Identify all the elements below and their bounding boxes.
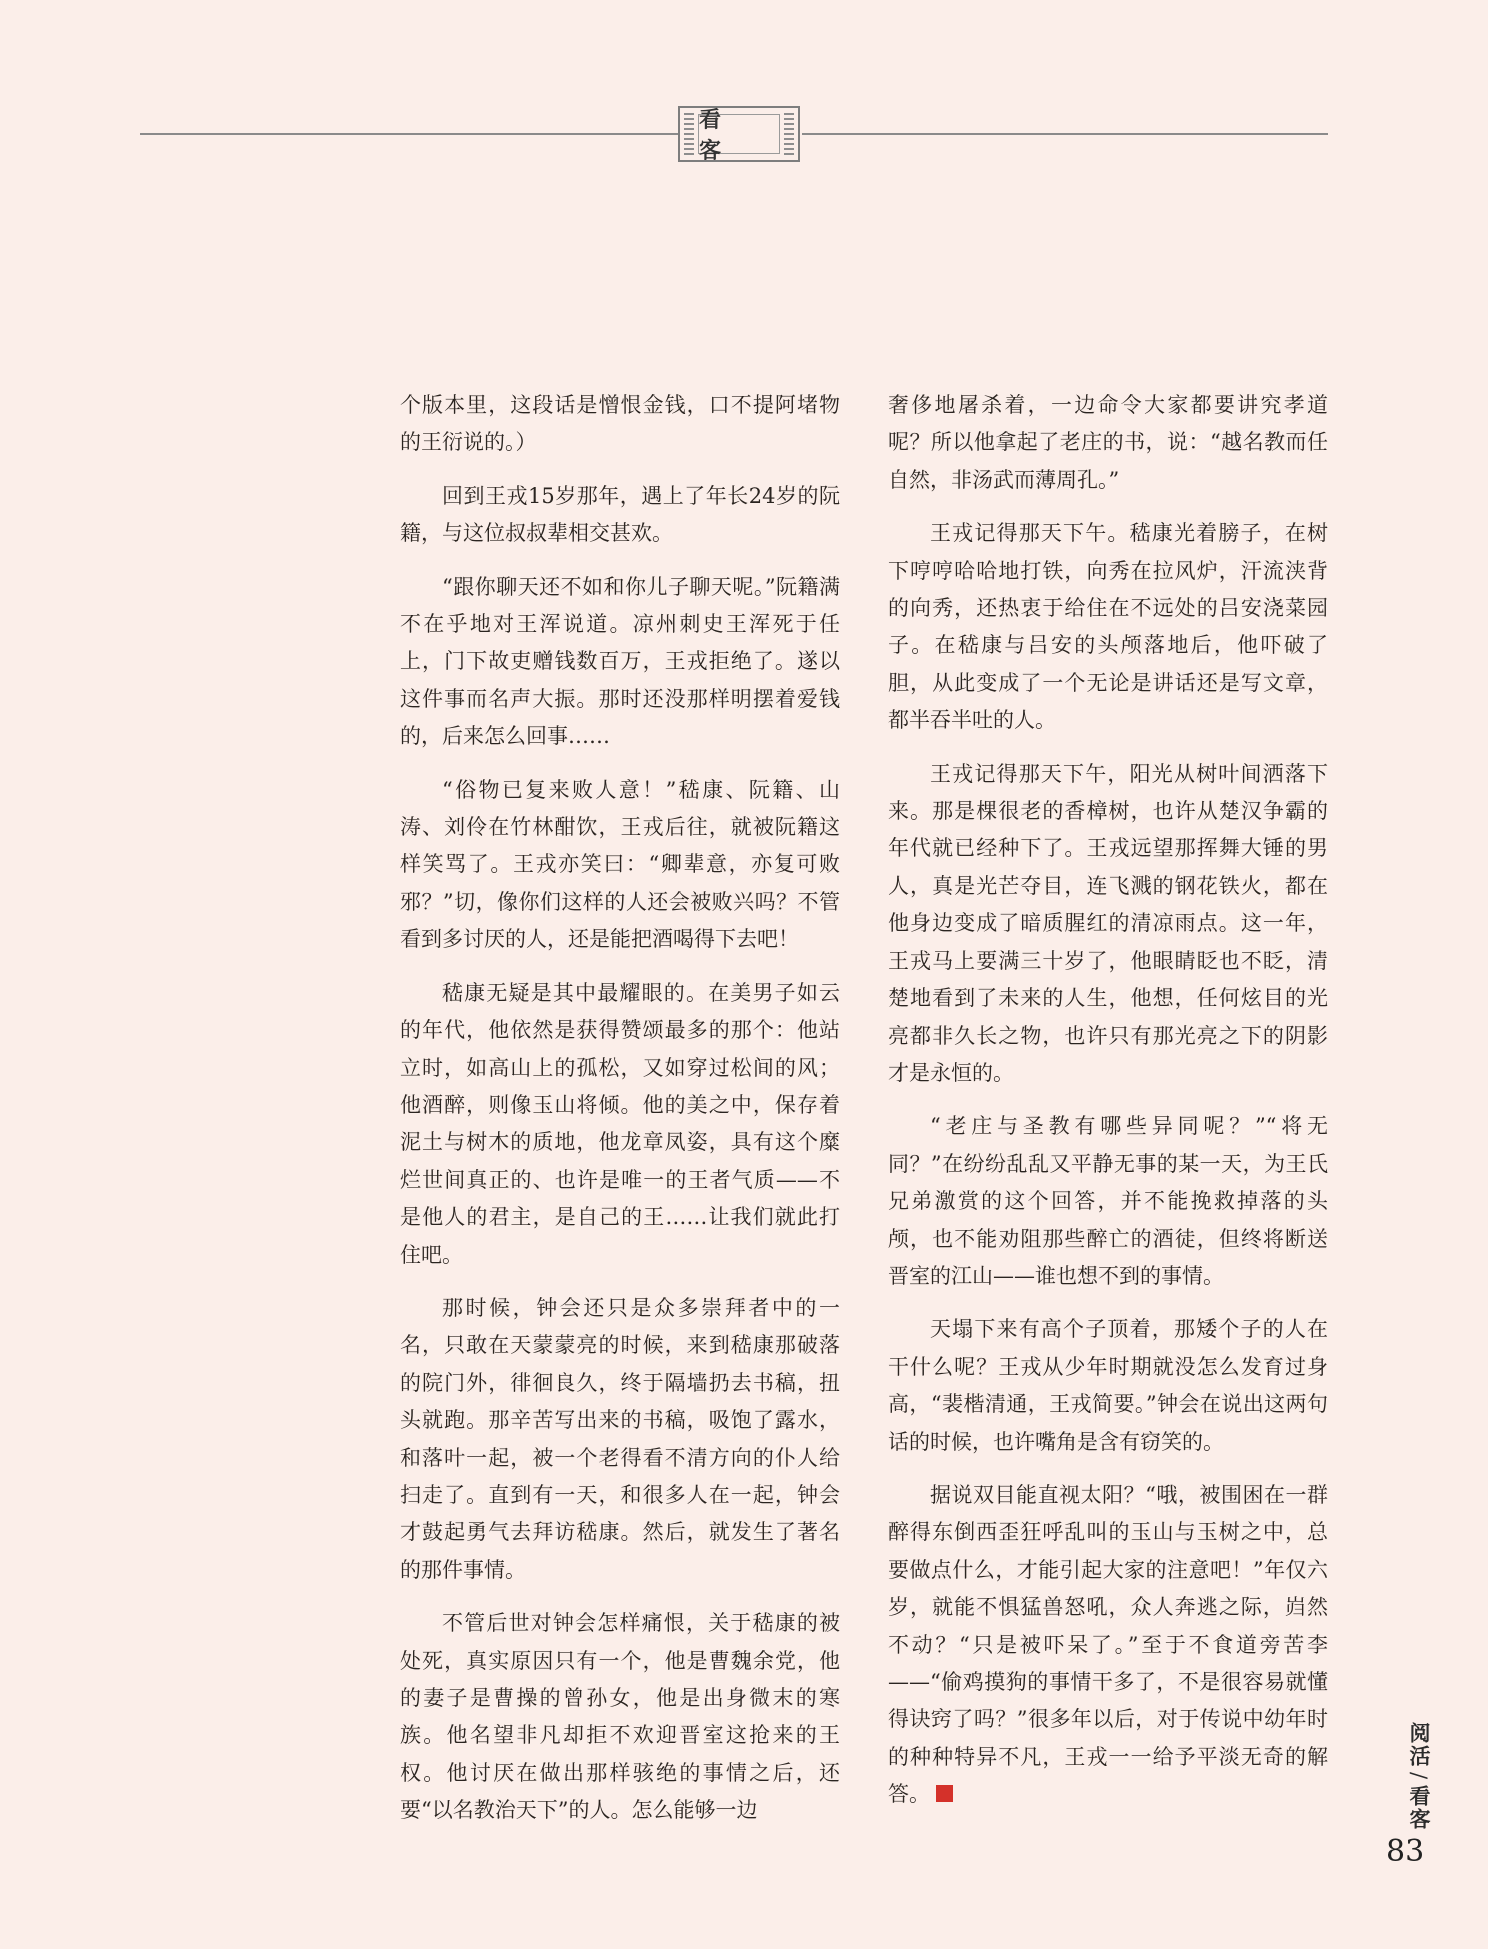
paragraph: “俗物已复来败人意！”嵇康、阮籍、山涛、刘伶在竹林酣饮，王戎后往，就被阮籍这样笑骂了。王戎亦笑曰：“卿辈意，亦复可败邪？”切，像你们这样的人还会被败兴吗？不管看到多讨厌的人，还是能把酒喝得下去吧！ [400, 777, 840, 952]
paragraph: 天塌下来有高个子顶着，那矮个子的人在干什么呢？王戎从少年时期就没怎么发育过身高，“裴楷清通，王戎简要。”钟会在说出这两句话的时候，也许嘴角是含有窃笑的。 [888, 1317, 1328, 1454]
paragraph: “老庄与圣教有哪些异同呢？”“将无同？”在纷纷乱乱又平静无事的某一天，为王氏兄弟激赏的这个回答，并不能挽救掉落的头颅，也不能劝阻那些醉亡的酒徒，但终将断送晋室的江山——谁也想不到的事情。 [888, 1114, 1328, 1288]
section-title: 看 客 [698, 114, 780, 154]
left-column [400, 387, 840, 1846]
paragraph: 嵇康无疑是其中最耀眼的。在美男子如云的年代，他依然是获得赞颂最多的那个：他站立时，如高山上的孤松，又如穿过松间的风；他酒醉，则像玉山将倾。他的美之中，保存着泥土与树木的质地，他龙章凤姿，具有这个糜烂世间真正的、也许是唯一的王者气质——不是他人的君主，是自己的王……让我们就此打住吧。 [400, 980, 840, 1267]
paragraph-text: 据说双目能直视太阳？“哦，被围困在一群醉得东倒西歪狂呼乱叫的玉山与玉树之中，总要做点什么，才能引起大家的注意吧！”年仅六岁，就能不惧猛兽怒吼，众人奔逃之际，岿然不动？“只是被吓呆了。”至于不食道旁苦李——“偷鸡摸狗的事情干多了，不是很容易就懂得诀窍了吗？”很多年以后，对于传说中幼年时的种种特异不凡，王戎一一给予平淡无奇的解答。 [888, 1482, 1328, 1807]
paragraph: 王戎记得那天下午，阳光从树叶间洒落下来。那是棵很老的香樟树，也许从楚汉争霸的年代就已经种下了。王戎远望那挥舞大锤的男人，真是光芒夺目，连飞溅的钢花铁火，都在他身边变成了暗质腥红的清凉雨点。这一年，王戎马上要满三十岁了，他眼睛眨也不眨，清楚地看到了未来的人生，他想，任何炫目的光亮都非久长之物，也许只有那光亮之下的阴影才是永恒的。 [888, 761, 1328, 1085]
magazine-section-label [1394, 1722, 1434, 1831]
right-column [888, 387, 1328, 1830]
header-rule-right [802, 133, 1328, 135]
paragraph: 王戎记得那天下午。嵇康光着膀子，在树下哼哼哈哈地打铁，向秀在拉风炉，汗流浃背的向秀，还热衷于给住在不远处的吕安浇菜园子。在嵇康与吕安的头颅落地后，他吓破了胆，从此变成了一个无论是讲话还是写文章，都半吞半吐的人。 [888, 521, 1328, 733]
last-paragraph [888, 1477, 1328, 1814]
paragraph: 不管后世对钟会怎样痛恨，关于嵇康的被处死，真实原因只有一个，他是曹魏余党，他的妻子是曹操的曾孙女，他是出身微末的寒族。他名望非凡却拒不欢迎晋室这抢来的王权。他讨厌在做出那样骇绝的事情之后，还要“以名教治天下”的人。怎么能够一边 [400, 1611, 840, 1823]
page-number: 83 [1386, 1834, 1425, 1869]
paragraph: 个版本里，这段话是憎恨金钱，口不提阿堵物的王衍说的。） [400, 393, 840, 455]
label-bottom: 看客 [1407, 1785, 1432, 1832]
label-slash: / [1407, 1772, 1431, 1782]
label-top: 阅活 [1407, 1722, 1432, 1768]
paragraph: “跟你聊天还不如和你儿子聊天呢。”阮籍满不在乎地对王浑说道。凉州刺史王浑死于任上，门下故吏赠钱数百万，王戎拒绝了。遂以这件事而名声大振。那时还没那样明摆着爱钱的，后来怎么回事…… [400, 574, 840, 749]
paragraph: 回到王戎15岁那年，遇上了年长24岁的阮籍，与这位叔叔辈相交甚欢。 [400, 483, 840, 546]
section-badge [678, 106, 800, 162]
paragraph: 那时候，钟会还只是众多崇拜者中的一名，只敢在天蒙蒙亮的时候，来到嵇康那破落的院门外，徘徊良久，终于隔墙扔去书稿，扭头就跑。那辛苦写出来的书稿，吸饱了露水，和落叶一起，被一个老得看不清方向的仆人给扫走了。直到有一天，和很多人在一起，钟会才鼓起勇气去拜访嵇康。然后，就发生了著名的那件事情。 [400, 1295, 840, 1582]
header-rule-left [140, 133, 680, 135]
end-mark-icon [936, 1785, 953, 1802]
paragraph: 奢侈地屠杀着，一边命令大家都要讲究孝道呢？所以他拿起了老庄的书，说：“越名教而任自然，非汤武而薄周孔。” [888, 393, 1328, 492]
